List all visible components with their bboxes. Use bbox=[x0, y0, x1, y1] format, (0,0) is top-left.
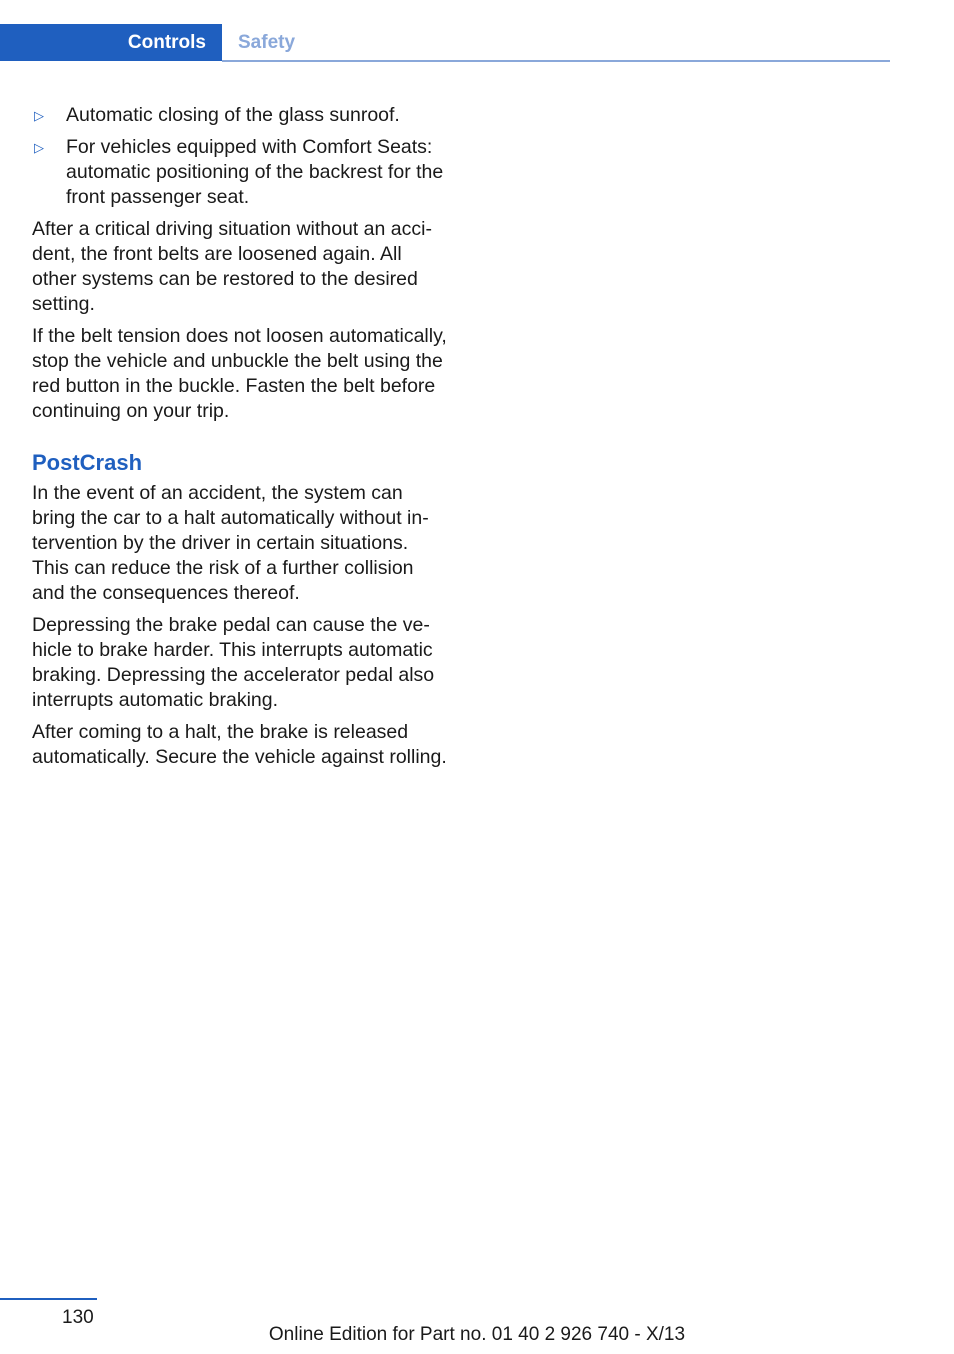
edition-note: Online Edition for Part no. 01 40 2 926 740 - X/13 bbox=[268, 1324, 686, 1345]
list-item bbox=[32, 135, 447, 210]
triangle-bullet-icon: ▷ bbox=[34, 108, 44, 123]
paragraph-halt-release: After coming to a halt, the brake is released automatically. Secure the vehicle against rolling. bbox=[32, 721, 447, 768]
header-divider bbox=[222, 60, 890, 62]
header-tab-safety[interactable]: Safety bbox=[238, 32, 296, 53]
footer-divider bbox=[0, 1298, 97, 1300]
paragraph-brake-pedal: Depressing the brake pedal can cause the vehicle to brake harder. This interrupts automatic braking. Depressing the accelerator pedal also interrupts automatic braking. bbox=[32, 614, 435, 711]
page-content bbox=[32, 103, 447, 777]
page-number: 130 bbox=[62, 1307, 94, 1328]
bullet-list bbox=[32, 103, 447, 210]
triangle-bullet-icon: ▷ bbox=[34, 140, 44, 155]
paragraph-belts-loosened: After a critical driving situation without an accident, the front belts are loosened again. All other systems can be restored to the desired setting. bbox=[32, 218, 432, 315]
list-item-text: For vehicles equipped with Comfort Seats: automatic positioning of the backrest for the front passenger seat. bbox=[66, 136, 444, 208]
list-item bbox=[32, 103, 447, 128]
header-tab-controls-label: Controls bbox=[127, 32, 206, 53]
header-tab-controls[interactable] bbox=[0, 24, 222, 61]
section-heading-postcrash: PostCrash bbox=[32, 450, 143, 475]
paragraph-postcrash-intro: In the event of an accident, the system can bring the car to a halt automatically without intervention by the driver in certain situations. This can reduce the risk of a further collision and the consequences thereof. bbox=[32, 482, 429, 604]
list-item-text: Automatic closing of the glass sunroof. bbox=[66, 104, 400, 126]
paragraph-belt-tension: If the belt tension does not loosen automatically, stop the vehicle and unbuckle the belt using the red button in the buckle. Fasten the belt before continuing on your trip. bbox=[32, 325, 447, 422]
